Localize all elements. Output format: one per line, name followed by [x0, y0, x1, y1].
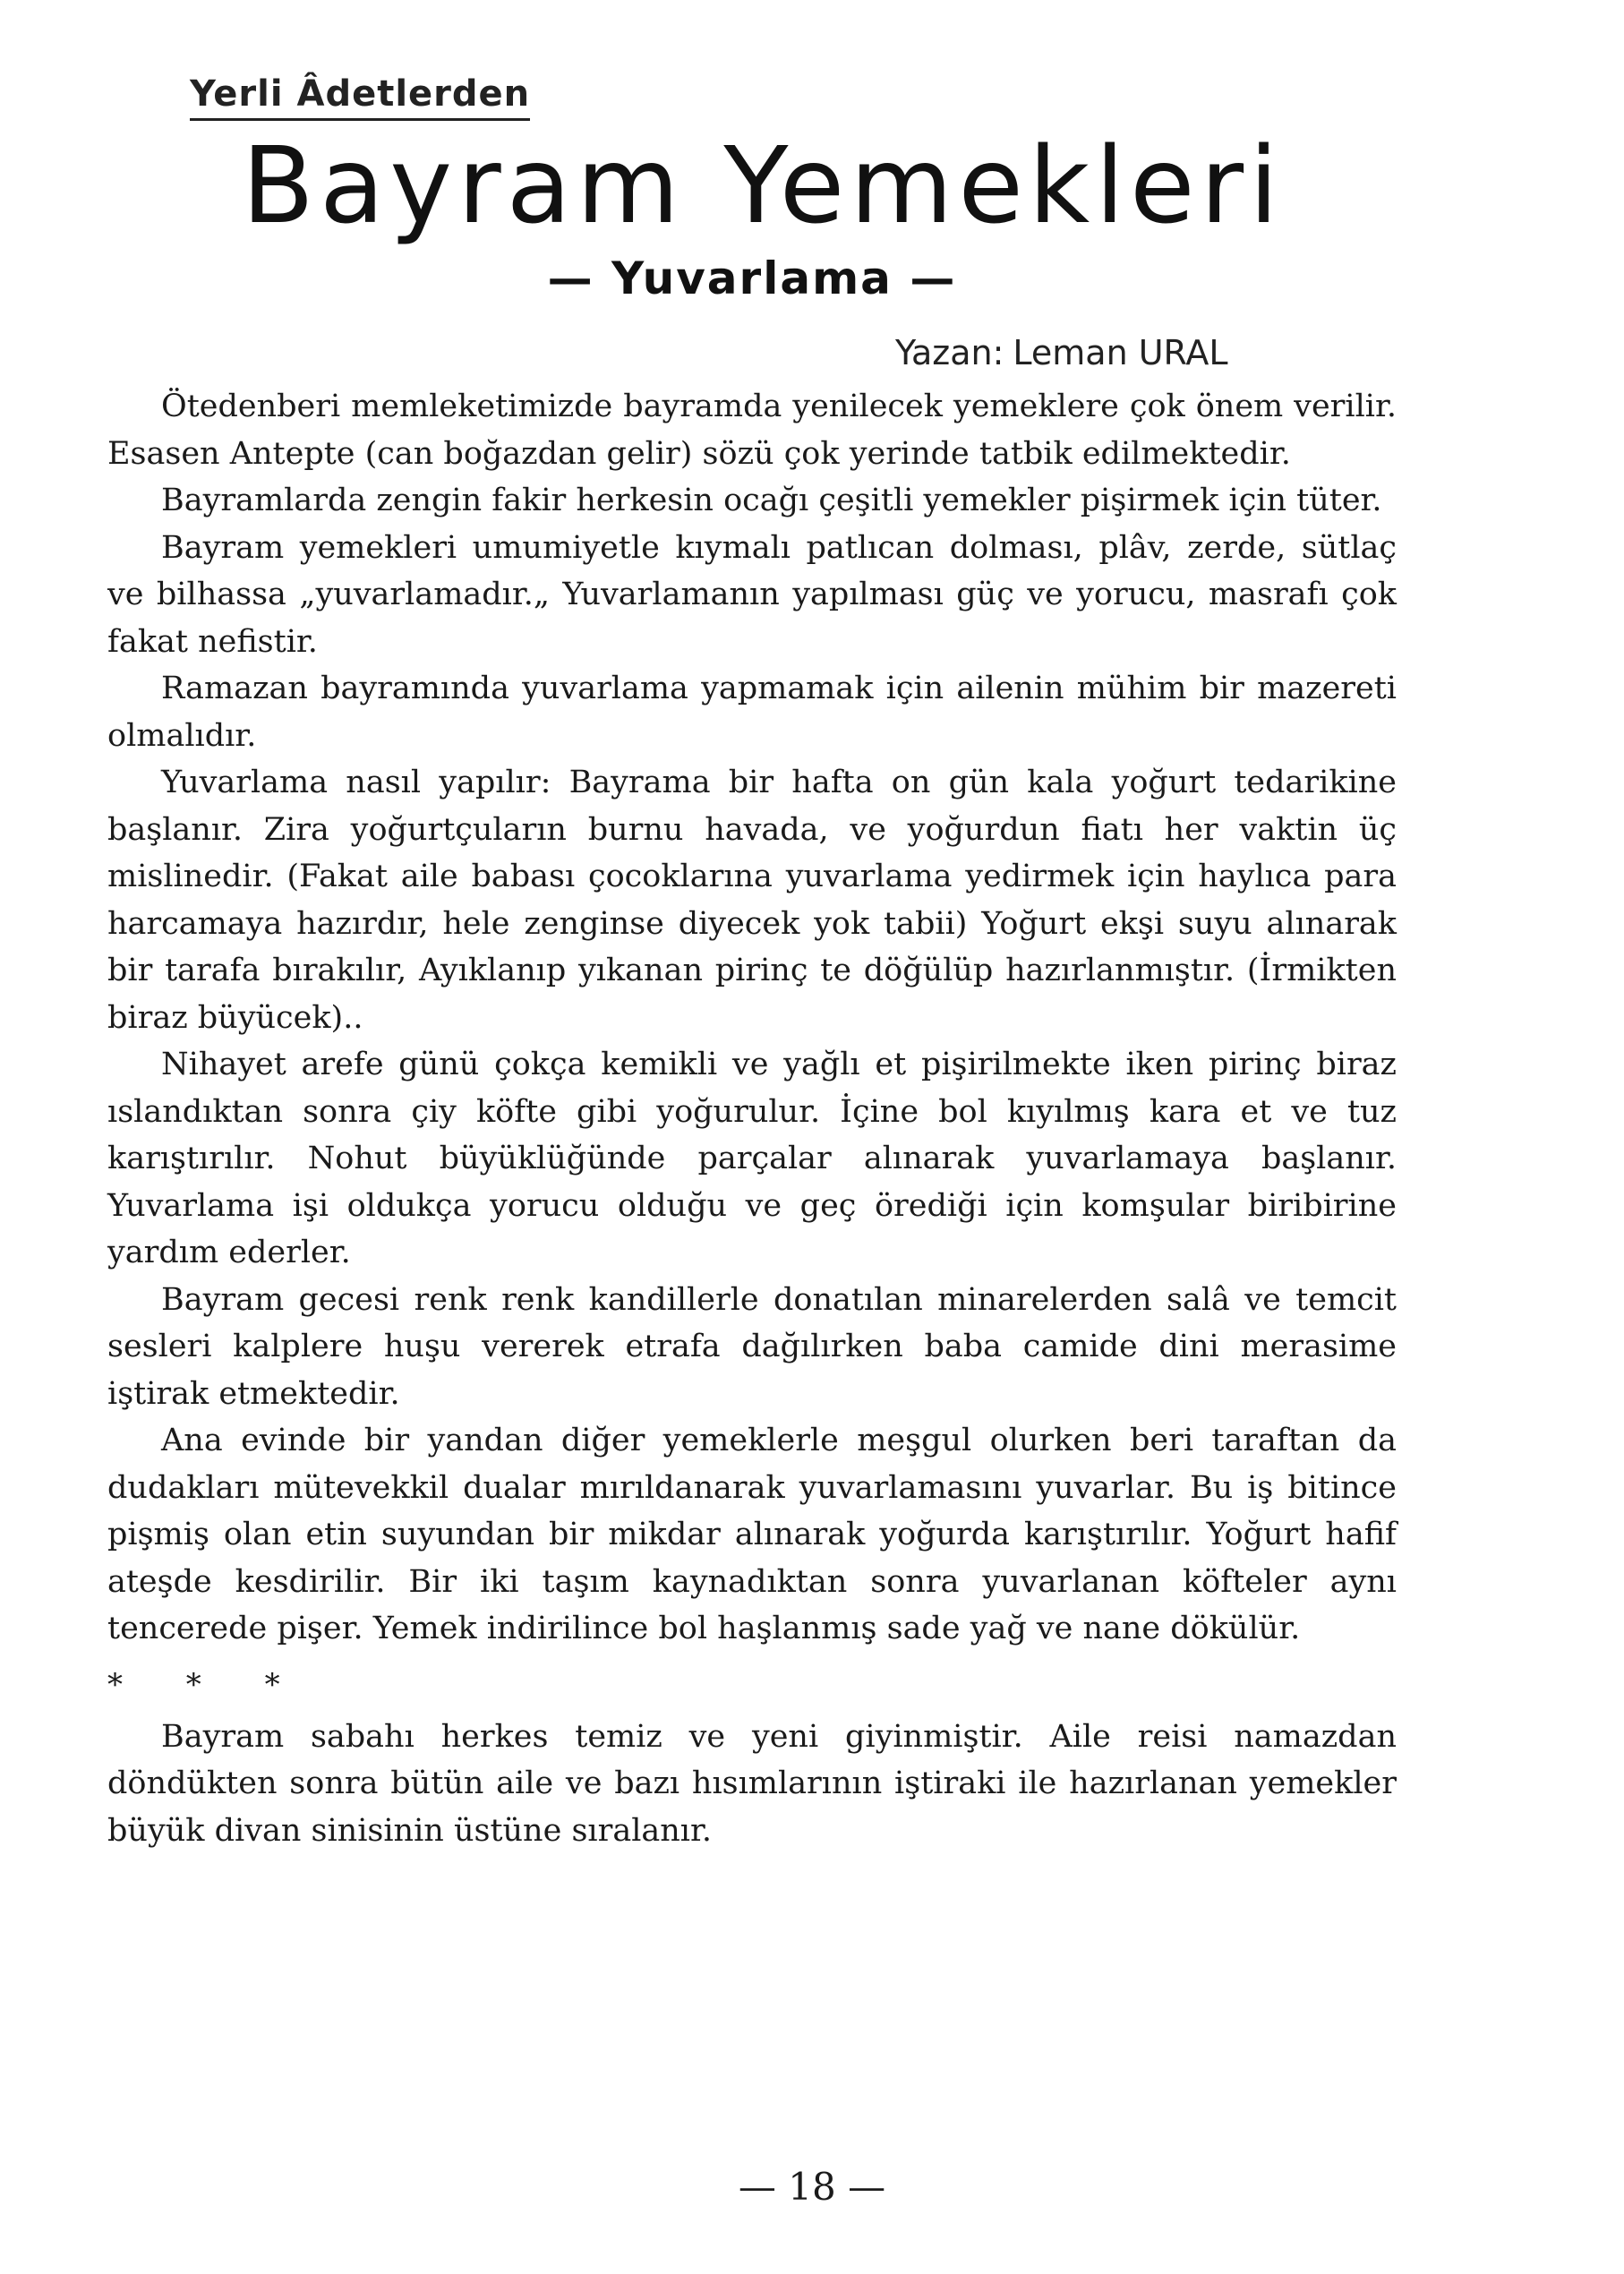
paragraph: Bayramlarda zengin fakir herkesin ocağı çeşitli yemekler pişirmek için tüter.: [161, 483, 1382, 518]
article-title: Bayram Yemekleri: [242, 124, 1284, 247]
author-name: Leman URAL: [1013, 333, 1228, 372]
article-body: [107, 383, 1397, 1854]
section-kicker: Yerli Âdetlerden: [190, 73, 530, 121]
author-line: [895, 333, 1228, 372]
article-subtitle: — Yuvarlama —: [547, 252, 957, 304]
paragraph: Yuvarlama nasıl yapılır: Bayrama bir hafta on gün kala yoğurt tedarikine başlanır. Zira yoğurtçuların burnu havada, ve yoğurdun fiatı her vaktin üç mislinedir. (Fakat aile babası çocoklarına yuvarlama yedirmek için haylıca para harcamaya hazırdır, hele zenginse diyecek yok tabii) Yoğurt ekşi suyu alınarak bir tarafa bırakılır, Ayıklanıp yıkanan pirinç te döğülüp hazırlanmıştır. (İrmikten biraz büyücek)..: [107, 765, 1397, 1036]
author-label: Yazan:: [895, 333, 1004, 372]
page-number: — 18 —: [738, 2165, 886, 2209]
paragraph: Bayram yemekleri umumiyetle kıymalı patlıcan dolması, plâv, zerde, sütlaç ve bilhassa „yuvarlamadır.„ Yuvarlamanın yapılması güç ve yorucu, masrafı çok fakat nefistir.: [107, 529, 1397, 660]
paragraph: Ramazan bayramında yuvarlama yapmamak için ailenin mühim bir mazereti olmalıdır.: [107, 671, 1397, 754]
paragraph: Nihayet arefe günü çokça kemikli ve yağlı et pişirilmekte iken pirinç biraz ıslandıktan sonra çiy köfte gibi yoğurulur. İçine bol kıyılmış kara et ve tuz karıştırılır. Nohut büyüklüğünde parçalar alınarak yuvarlamaya başlanır. Yuvarlama işi oldukça yorucu olduğu ve geç örediği için komşular biribirine yardım ederler.: [107, 1047, 1397, 1270]
paragraph: Ana evinde bir yandan diğer yemeklerle meşgul olurken beri taraftan da dudakları mütevekkil dualar mırıldanarak yuvarlamasını yuvarlar. Bu iş bitince pişmiş olan etin suyundan bir mikdar alınarak yoğurda karıştırılır. Yoğurt hafif ateşde kesdirilir. Bir iki taşım kaynadıktan sonra yuvarlanan köfteler aynı tencerede pişer. Yemek indirilince bol haşlanmış sade yağ ve nane dökülür.: [107, 1423, 1397, 1646]
paragraph: Bayram gecesi renk renk kandillerle donatılan minarelerden salâ ve temcit sesleri kalplere huşu vererek etrafa dağılırken baba camide dini merasime iştirak etmektedir.: [107, 1281, 1397, 1412]
section-separator: * * *: [107, 1666, 307, 1703]
paragraph: Ötedenberi memleketimizde bayramda yenilecek yemeklere çok önem verilir. Esasen Antepte (can boğazdan gelir) sözü çok yerinde tatbik edilmektedir.: [107, 389, 1397, 472]
closing-paragraph: Bayram sabahı herkes temiz ve yeni giyinmiştir. Aile reisi namazdan döndükten sonra bütün aile ve bazı hısımlarının iştiraki ile hazırlanan yemekler büyük divan sinisinin üstüne sıralanır.: [107, 1718, 1397, 1849]
